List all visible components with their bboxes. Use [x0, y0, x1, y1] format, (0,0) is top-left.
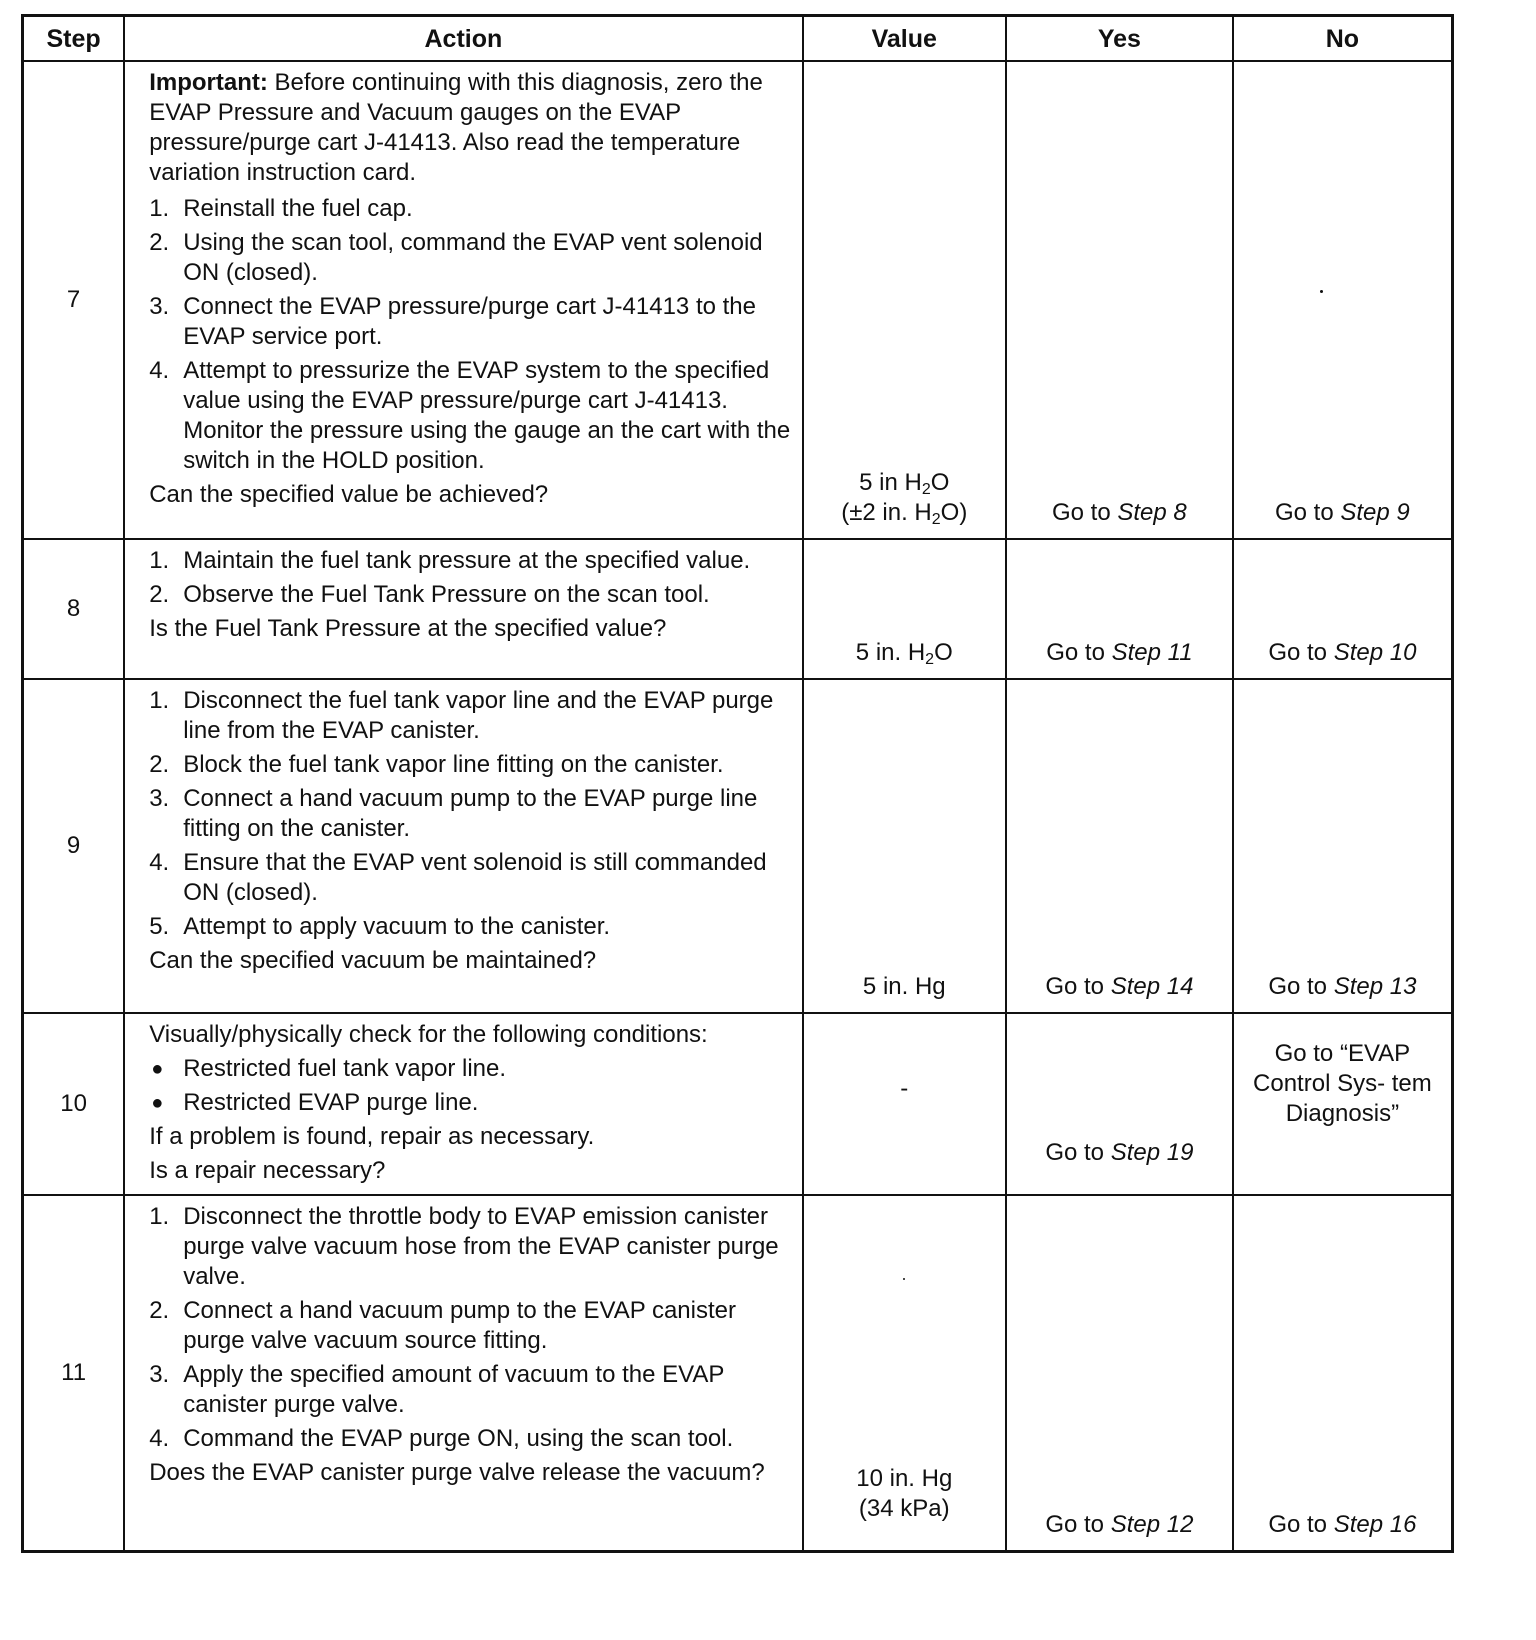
intro-text: Visually/physically check for the following conditions:: [149, 1021, 708, 1048]
header-value: Value: [803, 16, 1006, 62]
list-item: [149, 194, 793, 224]
list-item: [149, 784, 793, 844]
list-item: [149, 292, 793, 352]
goto-prefix: Go to: [1268, 1510, 1334, 1538]
list-item: [149, 546, 793, 576]
item-text: Block the fuel tank vapor line fitting on the canister.: [183, 751, 724, 778]
list-item: [149, 1424, 793, 1454]
question: Is a repair necessary?: [149, 1157, 386, 1184]
list-item: [149, 228, 793, 288]
goto-prefix: Go to: [1268, 639, 1334, 666]
item-number: 2.: [149, 751, 170, 778]
value-cell: [803, 61, 1006, 539]
list-item: [149, 1296, 793, 1356]
action-cell: [124, 1013, 802, 1195]
value-text: O: [934, 639, 953, 666]
value-subscript: 2: [925, 651, 935, 668]
repair-note: If a problem is found, repair as necessary.: [149, 1123, 595, 1150]
step-number: 8: [23, 539, 125, 679]
value-line: (34 kPa): [858, 1494, 950, 1522]
item-number: 2.: [149, 1297, 170, 1324]
condition-list: [149, 1054, 793, 1118]
value-line: [810, 468, 999, 498]
bullet-icon: ●: [151, 1092, 164, 1114]
value-text: O: [930, 469, 950, 496]
header-row: [23, 16, 1453, 62]
action-cell: [124, 61, 802, 539]
table-row: [23, 61, 1453, 539]
value-text: 5 in H: [859, 469, 922, 496]
item-number: 3.: [149, 1361, 170, 1388]
list-item: [149, 1088, 793, 1118]
item-text: Using the scan tool, command the EVAP vent solenoid ON (closed).: [183, 229, 763, 286]
item-number: 1.: [149, 1203, 170, 1230]
item-text: Restricted fuel tank vapor line.: [183, 1055, 507, 1082]
list-item: [149, 686, 793, 746]
value-text: 5 in. H: [855, 639, 926, 666]
question: Is the Fuel Tank Pressure at the specified value?: [149, 615, 667, 642]
item-text: Apply the specified amount of vacuum to the EVAP canister purge valve.: [183, 1361, 724, 1418]
important-label: Important:: [149, 69, 268, 96]
list-item: [149, 750, 793, 780]
item-text: Attempt to apply vacuum to the canister.: [183, 913, 611, 940]
list-item: [149, 1054, 793, 1084]
no-cell: [1233, 679, 1453, 1013]
no-cell: [1233, 61, 1453, 539]
item-text: Connect the EVAP pressure/purge cart J-41413 to the EVAP service port.: [183, 293, 756, 350]
item-text: Ensure that the EVAP vent solenoid is still commanded ON (closed).: [183, 849, 767, 906]
item-number: 4.: [149, 357, 170, 384]
value-cell: [803, 1195, 1006, 1551]
table-row: [23, 539, 1453, 679]
action-cell: [124, 539, 802, 679]
goto-prefix: Go to: [1046, 639, 1112, 666]
diagnostic-table: [21, 14, 1454, 1553]
item-text: Maintain the fuel tank pressure at the specified value.: [183, 547, 751, 574]
yes-cell: [1006, 1195, 1233, 1551]
table-row: [23, 1013, 1453, 1195]
item-number: 2.: [149, 229, 170, 256]
item-text: Restricted EVAP purge line.: [183, 1089, 479, 1116]
value-tolerance: [810, 498, 999, 528]
value-text: O): [940, 499, 968, 526]
goto-prefix: Go to: [1052, 499, 1118, 526]
header-action: Action: [124, 16, 802, 62]
header-step: Step: [23, 16, 125, 62]
table-row: [23, 679, 1453, 1013]
step-number: 11: [23, 1195, 125, 1551]
list-item: [149, 912, 793, 942]
value-subscript: 2: [931, 511, 941, 528]
value-subscript: 2: [921, 481, 931, 498]
no-cell: [1233, 1013, 1453, 1195]
step-number: 7: [23, 61, 125, 539]
goto-step-link[interactable]: Step 16: [1333, 1510, 1417, 1538]
value-text: (±2 in. H: [841, 499, 932, 526]
yes-cell: [1006, 61, 1233, 539]
value-cell: 5 in. Hg: [803, 679, 1006, 1013]
item-number: 1.: [149, 195, 170, 222]
action-steps: [149, 546, 793, 610]
item-number: 5.: [149, 913, 170, 940]
list-item: [149, 356, 793, 476]
list-item: [149, 848, 793, 908]
question: Can the specified vacuum be maintained?: [149, 947, 597, 974]
goto-prefix: Go to: [1045, 1510, 1111, 1538]
goto-step-link[interactable]: Step 13: [1333, 973, 1417, 1000]
item-text: Reinstall the fuel cap.: [183, 195, 413, 222]
header-no: No: [1233, 16, 1453, 62]
table-row: [23, 1195, 1453, 1551]
yes-cell: [1006, 679, 1233, 1013]
list-item: [149, 1202, 793, 1292]
goto-step-link[interactable]: Step 9: [1340, 499, 1410, 526]
item-number: 3.: [149, 785, 170, 812]
yes-cell: [1006, 1013, 1233, 1195]
yes-cell: [1006, 539, 1233, 679]
step-number: 9: [23, 679, 125, 1013]
no-cell: [1233, 539, 1453, 679]
list-item: [149, 1360, 793, 1420]
step-number: 10: [23, 1013, 125, 1195]
item-number: 4.: [149, 849, 170, 876]
item-number: 3.: [149, 293, 170, 320]
goto-prefix: Go to: [1268, 973, 1334, 1000]
item-number: 4.: [149, 1425, 170, 1452]
action-steps: [149, 194, 793, 476]
scan-speck: [903, 1278, 905, 1280]
item-number: 2.: [149, 581, 170, 608]
item-number: 1.: [149, 547, 170, 574]
bullet-icon: ●: [151, 1058, 164, 1080]
action-steps: [149, 686, 793, 942]
item-text: Attempt to pressurize the EVAP system to the specified value using the EVAP pressure/purge cart J-41413. Monitor the pressure using the gauge an the cart with the switch in the HOLD position.: [183, 357, 791, 474]
item-text: Connect a hand vacuum pump to the EVAP canister purge valve vacuum source fitting.: [183, 1297, 736, 1354]
item-text: Connect a hand vacuum pump to the EVAP purge line fitting on the canister.: [183, 785, 758, 842]
important-text: Before continuing with this diagnosis, zero the EVAP Pressure and Vacuum gauges on the EVAP pressure/purge cart J-41413. Also read the temperature variation instruction card.: [149, 69, 763, 186]
goto-prefix: Go to: [1275, 499, 1341, 526]
action-cell: [124, 1195, 802, 1551]
goto-step-link[interactable]: Step 10: [1333, 639, 1417, 666]
goto-step-link[interactable]: Step 19: [1110, 1139, 1194, 1166]
goto-step-link[interactable]: Step 8: [1117, 499, 1187, 526]
header-yes: Yes: [1006, 16, 1233, 62]
goto-step-link[interactable]: Step 11: [1111, 639, 1193, 666]
list-item: [149, 580, 793, 610]
question: Can the specified value be achieved?: [149, 481, 549, 508]
goto-diagnosis-link[interactable]: Go to “EVAP Control Sys- tem Diagnosis”: [1253, 1040, 1432, 1127]
scan-speck: [1320, 290, 1323, 293]
important-note: [149, 68, 793, 188]
item-text: Disconnect the fuel tank vapor line and the EVAP purge line from the EVAP canister.: [183, 687, 774, 744]
item-number: 1.: [149, 687, 170, 714]
question: Does the EVAP canister purge valve release the vacuum?: [149, 1459, 765, 1486]
goto-step-link[interactable]: Step 12: [1110, 1510, 1194, 1538]
value-cell: -: [803, 1013, 1006, 1195]
no-cell: [1233, 1195, 1453, 1551]
value-line: 10 in. Hg: [856, 1464, 953, 1492]
item-text: Command the EVAP purge ON, using the scan tool.: [183, 1425, 734, 1452]
item-text: Disconnect the throttle body to EVAP emission canister purge valve vacuum hose from the EVAP canister purge valve.: [183, 1203, 779, 1290]
item-text: Observe the Fuel Tank Pressure on the scan tool.: [183, 581, 710, 608]
action-steps: [149, 1202, 793, 1454]
goto-prefix: Go to: [1045, 1139, 1111, 1166]
goto-step-link[interactable]: Step 14: [1110, 973, 1194, 1000]
goto-prefix: Go to: [1045, 973, 1111, 1000]
action-cell: [124, 679, 802, 1013]
value-cell: [803, 539, 1006, 679]
